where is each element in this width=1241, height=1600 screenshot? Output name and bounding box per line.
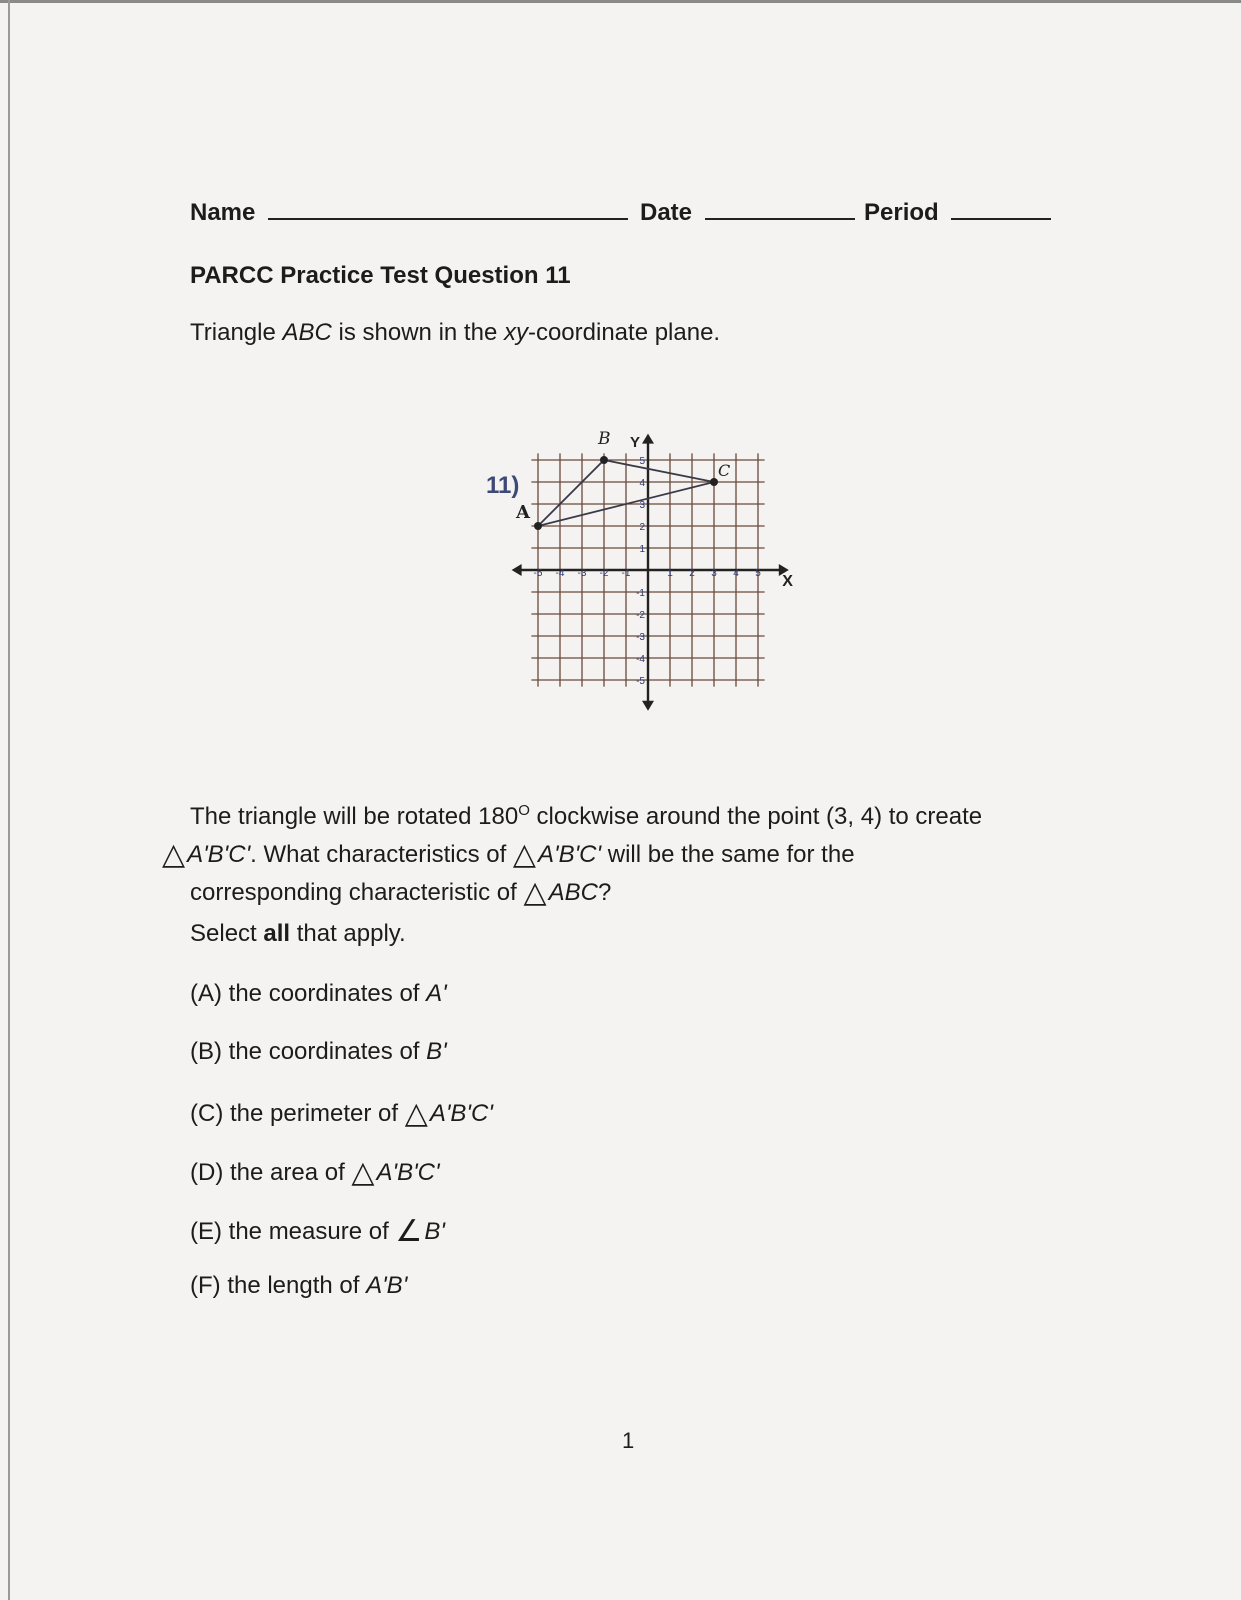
period-field — [864, 198, 1051, 227]
question-line-1 — [190, 798, 982, 836]
y-tick-label: 4 — [639, 478, 645, 489]
select-all-prefix: Select — [190, 920, 264, 947]
option-a[interactable] — [190, 980, 447, 1008]
y-tick-label: -5 — [636, 676, 645, 687]
triangle-symbol: △ — [523, 876, 547, 909]
triangle-symbol: △ — [512, 838, 536, 871]
page-title: PARCC Practice Test Question 11 — [190, 262, 571, 289]
x-tick-label: 2 — [689, 568, 695, 579]
triangle-symbol: △ — [351, 1156, 375, 1189]
triangle-symbol: △ — [162, 838, 186, 871]
intro-prefix: Triangle — [190, 319, 276, 346]
x-tick-label: -5 — [533, 568, 543, 579]
x-tick-label: 5 — [755, 568, 761, 579]
degree-symbol: O — [518, 802, 530, 819]
page-left-edge — [8, 0, 10, 1600]
page-top-edge — [0, 0, 1241, 3]
date-field — [640, 198, 855, 227]
x-tick-label: 3 — [711, 568, 717, 579]
y-axis-arrow-down — [642, 701, 654, 711]
vertex-label-b: B — [598, 430, 611, 449]
page-number: 1 — [622, 1428, 635, 1453]
question-line-3 — [190, 874, 611, 912]
vertex-point-c — [710, 478, 718, 486]
coordinate-plane-figure — [470, 430, 830, 730]
x-tick-label: 1 — [667, 568, 673, 579]
vertex-point-a — [534, 522, 542, 530]
option-f-text: (F) the length of — [190, 1272, 367, 1299]
option-b-label: B' — [426, 1038, 447, 1065]
option-b[interactable] — [190, 1038, 447, 1066]
intro-suffix: -coordinate plane. — [527, 319, 721, 346]
x-tick-label: -4 — [555, 568, 565, 579]
date-label: Date — [640, 199, 693, 226]
y-tick-label: 3 — [639, 500, 645, 511]
date-blank[interactable] — [705, 198, 855, 220]
intro-middle: is shown in the — [338, 319, 498, 346]
y-tick-label: -3 — [636, 632, 645, 643]
question-line2-b: will be the same for the — [601, 841, 855, 868]
figure-number: 11) — [486, 472, 520, 499]
y-tick-label: 5 — [639, 456, 645, 467]
option-c-text: (C) the perimeter of — [190, 1100, 405, 1127]
select-all-instruction — [190, 920, 406, 948]
option-a-text: (A) the coordinates of — [190, 980, 427, 1007]
intro-plane: xy — [503, 319, 528, 346]
period-blank[interactable] — [951, 198, 1051, 220]
question-line1-a: The triangle will be rotated 180 — [190, 803, 519, 830]
y-axis-label: Y — [630, 433, 641, 451]
y-axis-arrow-up — [642, 434, 654, 444]
y-tick-label: -2 — [636, 610, 645, 621]
option-f-label: A'B' — [366, 1272, 408, 1299]
option-b-text: (B) the coordinates of — [190, 1038, 427, 1065]
option-e-text: (E) the measure of — [190, 1218, 396, 1245]
question-line1-b: clockwise around the point (3, 4) to create — [529, 803, 983, 830]
triangle-symbol: △ — [404, 1097, 428, 1130]
intro-triangle: ABC — [282, 319, 332, 346]
vertex-label-a: A — [516, 502, 530, 523]
x-tick-label: -1 — [621, 568, 631, 579]
question-line2-tri2: A'B'C' — [538, 841, 602, 868]
intro-text — [190, 319, 720, 347]
question-line-2 — [162, 836, 855, 874]
option-e[interactable] — [190, 1214, 445, 1249]
name-label: Name — [190, 199, 256, 226]
option-d[interactable] — [190, 1155, 440, 1190]
name-blank[interactable] — [268, 198, 628, 220]
question-line3-a: corresponding characteristic of — [190, 879, 524, 906]
y-tick-label: -4 — [636, 654, 645, 665]
x-axis-label: X — [782, 573, 793, 590]
option-a-label: A' — [426, 980, 447, 1007]
y-tick-label: 2 — [639, 522, 645, 533]
option-c[interactable] — [190, 1096, 493, 1131]
option-d-label: A'B'C' — [376, 1159, 440, 1186]
x-axis-arrow-left — [512, 564, 522, 576]
option-f[interactable] — [190, 1272, 407, 1300]
vertex-label-c: C — [718, 461, 731, 480]
y-tick-label: 1 — [639, 544, 645, 555]
question-line2-tri: A'B'C' — [187, 841, 251, 868]
option-e-label: B' — [424, 1218, 445, 1245]
question-line3-b: ? — [597, 879, 612, 906]
select-all-bold: all — [263, 920, 291, 947]
x-tick-label: 4 — [733, 568, 739, 579]
angle-symbol: ∠ — [395, 1215, 423, 1248]
y-tick-label: -1 — [636, 588, 645, 599]
period-label: Period — [864, 199, 939, 226]
header — [190, 198, 628, 227]
option-c-label: A'B'C' — [429, 1100, 493, 1127]
question-line3-tri: ABC — [548, 879, 598, 906]
x-tick-label: -3 — [577, 568, 587, 579]
question-line2-a: . What characteristics of — [250, 841, 513, 868]
select-all-suffix: that apply. — [290, 920, 406, 947]
vertex-point-b — [600, 456, 608, 464]
x-tick-label: -2 — [599, 568, 609, 579]
option-d-text: (D) the area of — [190, 1159, 352, 1186]
